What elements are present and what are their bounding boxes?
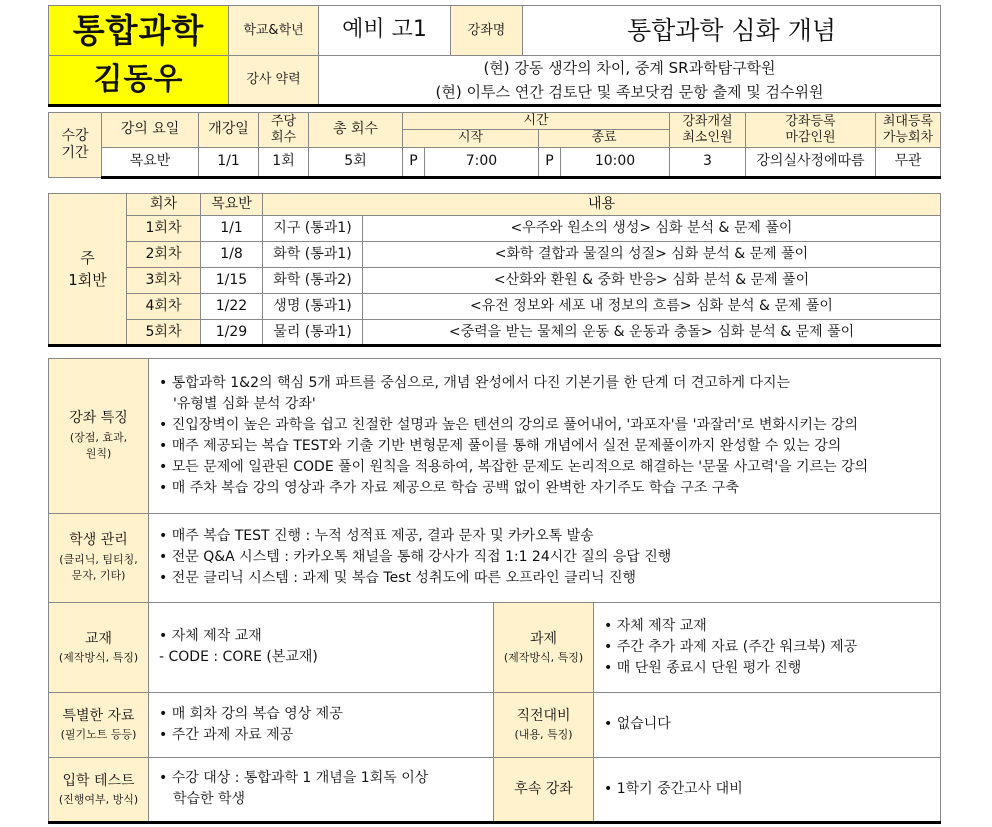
features-label: 강좌 특징 — [69, 409, 128, 426]
school-grade-value: 예비 고1 — [319, 6, 451, 56]
list-item: • 없습니다 — [604, 714, 940, 735]
special-label: 특별한 자료 — [62, 708, 135, 725]
list-item: • 매주 제공되는 복습 TEST와 기출 기반 변형문제 풀이를 통해 개념에서 실전 문제풀이까지 완성할 수 있는 강의 — [159, 436, 940, 457]
list-item: • 주간 과제 자료 제공 — [159, 725, 493, 746]
subject-title: 통합과학 — [49, 6, 229, 56]
session-date: 1/1 — [201, 216, 263, 242]
list-item: • 수강 대상 : 통합과학 1 개념을 1회독 이상 — [159, 768, 493, 789]
session-content: <산화와 환원 & 중화 반응> 심화 분석 & 문제 풀이 — [363, 268, 941, 294]
session-number: 3회차 — [127, 268, 201, 294]
textbook-cell — [149, 603, 494, 693]
homework-sub: (제작방식, 특징) — [503, 650, 584, 664]
weekly-value: 1회 — [259, 147, 309, 177]
entrance-cell — [149, 757, 494, 822]
exam-prep-cell — [594, 692, 941, 757]
textbook-label-cell — [49, 603, 149, 693]
followup-label-cell — [494, 757, 594, 822]
homework-cell — [594, 603, 941, 693]
list-item: • 매 단원 종료시 단원 평가 진행 — [604, 658, 940, 679]
header-table — [48, 5, 941, 107]
teacher-name: 김동우 — [49, 56, 229, 106]
session-number: 2회차 — [127, 242, 201, 268]
session-number: 4회차 — [127, 294, 201, 320]
followup-list — [604, 779, 940, 800]
textbook-label: 교재 — [84, 630, 113, 647]
homework-list — [604, 616, 940, 679]
homework-label-cell — [494, 603, 594, 693]
table-row — [49, 216, 941, 242]
profile-lines — [319, 56, 941, 106]
col-min: 강좌개설 최소인원 — [670, 113, 746, 148]
session-unit: 화학 (통과2) — [263, 268, 363, 294]
features-list — [159, 373, 940, 499]
entrance-list — [159, 768, 493, 810]
col-start-date: 개강일 — [199, 113, 259, 148]
col-content: 내용 — [263, 194, 941, 216]
entrance-label-cell — [49, 757, 149, 822]
course-name-value: 통합과학 심화 개념 — [523, 6, 941, 56]
entrance-label: 입학 테스트 — [62, 772, 135, 789]
list-item: • 진입장벽이 높은 과학을 쉽고 친절한 설명과 높은 텐션의 강의로 풀어내어, '과포자'를 '과잘러'로 변화시키는 강의 — [159, 415, 940, 436]
sessions-table — [48, 193, 941, 347]
table-row — [49, 294, 941, 320]
session-content: <유전 정보와 세포 내 정보의 흐름> 심화 분석 & 문제 풀이 — [363, 294, 941, 320]
school-grade-label: 학교&학년 — [229, 6, 319, 56]
period-label: 수강 기간 — [49, 113, 102, 178]
profile-label: 강사 약력 — [229, 56, 319, 106]
list-item: • 자체 제작 교재 — [604, 616, 940, 637]
followup-label: 후속 강좌 — [514, 781, 573, 798]
end-ampm: P — [539, 147, 561, 177]
list-item: • 자체 제작 교재 — [159, 626, 493, 647]
homework-label: 과제 — [529, 630, 558, 647]
list-item: • 전문 클리닉 시스템 : 과제 및 복습 Test 성취도에 따른 오프라인 클리닉 진행 — [159, 568, 940, 589]
session-date: 1/15 — [201, 268, 263, 294]
col-weekly: 주당 회수 — [259, 113, 309, 148]
special-list — [159, 704, 493, 746]
session-unit: 물리 (통과1) — [263, 320, 363, 346]
col-max: 최대등록 가능회차 — [876, 113, 941, 148]
table-row — [49, 242, 941, 268]
start-date-value: 1/1 — [199, 147, 259, 177]
profile-line: (현) 이투스 연간 검토단 및 족보닷컴 문항 출제 및 검수위원 — [435, 83, 824, 101]
list-item: • 매 주차 복습 강의 영상과 추가 자료 제공으로 학습 공백 없이 완벽한 자기주도 학습 구조 구축 — [159, 478, 940, 499]
followup-cell — [594, 757, 941, 822]
total-value: 5회 — [309, 147, 403, 177]
col-end: 종료 — [539, 129, 670, 147]
special-label-cell — [49, 692, 149, 757]
col-time: 시간 — [403, 113, 670, 130]
start-time: 7:00 — [425, 147, 539, 177]
max-sessions: 무관 — [876, 147, 941, 177]
special-cell — [149, 692, 494, 757]
day-value: 목요반 — [102, 147, 199, 177]
list-item: • 통합과학 1&2의 핵심 5개 파트를 중심으로, 개념 완성에서 다진 기본기를 한 단계 더 견고하게 다지는 — [159, 373, 940, 394]
list-item: '유형별 심화 분석 강좌' — [173, 395, 316, 412]
schedule-table — [48, 112, 941, 179]
textbook-sub: (제작방식, 특징) — [58, 650, 139, 664]
col-start: 시작 — [403, 129, 539, 147]
session-content: <우주와 원소의 생성> 심화 분석 & 문제 풀이 — [363, 216, 941, 242]
col-day: 강의 요일 — [102, 113, 199, 148]
exam-prep-sub: (내용, 특징) — [514, 728, 573, 742]
session-unit: 생명 (통과1) — [263, 294, 363, 320]
session-date: 1/22 — [201, 294, 263, 320]
col-total: 총 회수 — [309, 113, 403, 148]
exam-prep-label: 직전대비 — [516, 708, 571, 725]
table-row — [49, 268, 941, 294]
entrance-sub: (진행여부, 방식) — [58, 792, 139, 806]
list-item: • 전문 Q&A 시스템 : 카카오톡 채널을 통해 강사가 직접 1:1 24시간 질의 응답 진행 — [159, 547, 940, 568]
exam-prep-list — [604, 714, 940, 735]
col-class: 목요반 — [201, 194, 263, 216]
management-label-cell — [49, 513, 149, 603]
management-list — [159, 526, 940, 589]
special-sub: (필기노트 등등) — [60, 728, 137, 742]
features-label-cell — [49, 359, 149, 514]
list-item: - CODE : CORE (본교재) — [159, 647, 493, 668]
start-ampm: P — [403, 147, 425, 177]
session-content: <화학 결합과 물질의 성질> 심화 분석 & 문제 풀이 — [363, 242, 941, 268]
course-name-label: 강좌명 — [451, 6, 523, 56]
session-unit: 화학 (통과1) — [263, 242, 363, 268]
end-time: 10:00 — [561, 147, 670, 177]
list-item: • 주간 추가 과제 자료 (주간 워크북) 제공 — [604, 637, 940, 658]
list-item: • 모든 문제에 일관된 CODE 풀이 원칙을 적용하여, 복잡한 문제도 논리적으로 해결하는 '문물 사고력'을 기르는 강의 — [159, 457, 940, 478]
list-item: • 매 회차 강의 복습 영상 제공 — [159, 704, 493, 725]
min-people: 3 — [670, 147, 746, 177]
list-item: 학습한 학생 — [173, 791, 246, 808]
list-item: • 1학기 중간고사 대비 — [604, 779, 940, 800]
session-number: 1회차 — [127, 216, 201, 242]
session-group-label: 주 1회반 — [49, 194, 127, 346]
table-row — [49, 320, 941, 346]
management-cell — [149, 513, 941, 603]
management-sub: (클리닉, 팀티칭, 문자, 기타) — [59, 552, 138, 582]
session-number: 5회차 — [127, 320, 201, 346]
details-table — [48, 358, 941, 824]
exam-prep-label-cell — [494, 692, 594, 757]
session-date: 1/29 — [201, 320, 263, 346]
features-cell — [149, 359, 941, 514]
session-unit: 지구 (통과1) — [263, 216, 363, 242]
textbook-list — [159, 626, 493, 668]
session-content: <중력을 받는 물체의 운동 & 운동과 충돌> 심화 분석 & 문제 풀이 — [363, 320, 941, 346]
management-label: 학생 관리 — [69, 532, 128, 549]
profile-line: (현) 강동 생각의 차이, 중계 SR과학탐구학원 — [483, 59, 776, 77]
session-date: 1/8 — [201, 242, 263, 268]
col-session: 회차 — [127, 194, 201, 216]
col-deadline: 강좌등록 마감인원 — [746, 113, 876, 148]
features-sub: (장점, 효과, 원칙) — [69, 430, 128, 460]
deadline-value: 강의실사정에따름 — [746, 147, 876, 177]
list-item: • 매주 복습 TEST 진행 : 누적 성적표 제공, 결과 문자 및 카카오톡 발송 — [159, 526, 940, 547]
